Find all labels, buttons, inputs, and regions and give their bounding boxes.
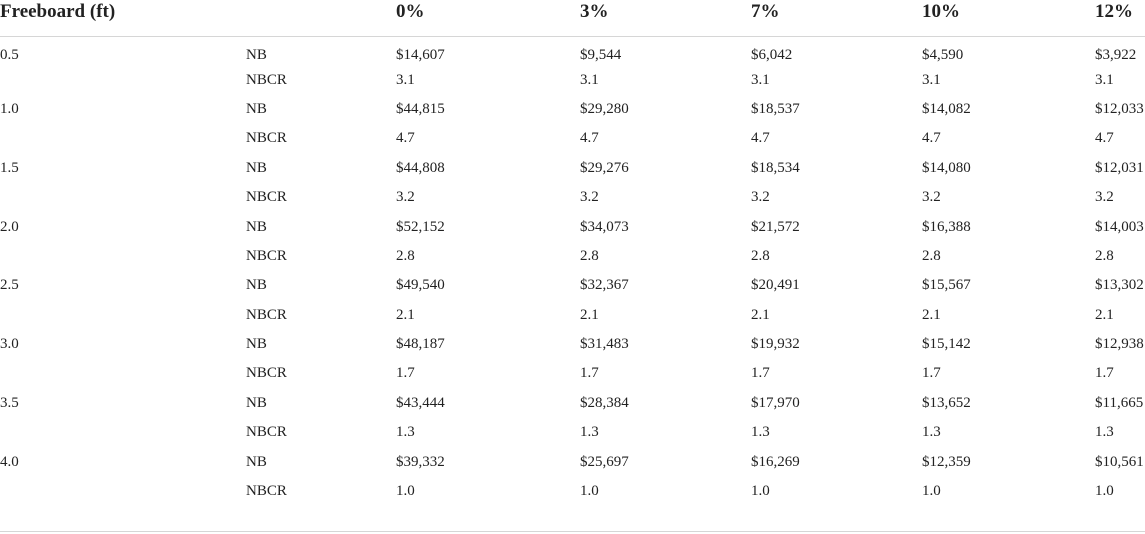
cell-rate-12: 2.8 [1095,247,1114,264]
cell-metric: NBCR [246,483,287,500]
cell-rate-7: 2.1 [751,306,770,323]
cell-freeboard: 2.5 [0,277,19,294]
cell-rate-10: $12,359 [922,453,971,470]
cell-metric: NBCR [246,365,287,382]
cell-rate-12: 4.7 [1095,130,1114,147]
cell-rate-10: 3.2 [922,189,941,206]
header-rate-12: 12% [1095,0,1145,36]
cell-rate-10: 2.8 [922,247,941,264]
header-row [0,0,1145,36]
cell-rate-7: $16,269 [751,453,800,470]
cell-rate-3: $29,276 [580,159,629,176]
cell-rate-12: $3,922 [1095,47,1137,64]
header-rate-0: 0% [396,0,580,36]
cell-rate-0: $39,332 [396,453,445,470]
cell-rate-12: 1.7 [1095,365,1114,382]
cell-rate-0: $44,815 [396,100,445,117]
table-row [0,447,1145,476]
table-row [0,477,1145,506]
cell-rate-7: 1.3 [751,424,770,441]
cell-metric: NB [246,159,267,176]
cell-rate-10: 4.7 [922,130,941,147]
cell-rate-0: 3.2 [396,189,415,206]
cell-rate-10: $16,388 [922,218,971,235]
cell-freeboard: 3.0 [0,336,19,353]
cell-rate-12: $14,003 [1095,218,1144,235]
table-body [0,36,1145,506]
cell-rate-7: 1.7 [751,365,770,382]
cell-freeboard: 0.5 [0,47,19,64]
cell-rate-7: $18,537 [751,100,800,117]
cell-metric: NBCR [246,71,287,88]
cell-rate-10: $4,590 [922,47,964,64]
cell-rate-7: $17,970 [751,394,800,411]
table-row [0,36,1145,65]
cell-rate-10: $15,567 [922,277,971,294]
table-row [0,418,1145,447]
cell-rate-3: 2.1 [580,306,599,323]
cell-freeboard [0,359,246,388]
header-rate-10: 10% [922,0,1095,36]
cell-rate-12: 1.0 [1095,483,1114,500]
cell-rate-0: 2.1 [396,306,415,323]
cell-rate-3: $29,280 [580,100,629,117]
table-row [0,271,1145,300]
cell-rate-10: 1.0 [922,483,941,500]
cell-rate-3: 2.8 [580,247,599,264]
cell-rate-7: 1.0 [751,483,770,500]
table-row [0,301,1145,330]
cell-rate-3: 1.7 [580,365,599,382]
cell-freeboard: 4.0 [0,453,19,470]
cell-rate-7: $21,572 [751,218,800,235]
cell-rate-7: $6,042 [751,47,793,64]
cell-rate-3: 3.1 [580,71,599,88]
cell-rate-0: $14,607 [396,47,445,64]
cell-freeboard [0,477,246,506]
cell-metric: NB [246,218,267,235]
cell-rate-12: $11,665 [1095,394,1144,411]
cell-rate-3: 1.0 [580,483,599,500]
cell-rate-0: 3.1 [396,71,415,88]
cell-freeboard [0,124,246,153]
cell-freeboard [0,242,246,271]
cell-rate-12: $10,561 [1095,453,1144,470]
cell-rate-12: $12,031 [1095,159,1144,176]
cell-rate-3: 3.2 [580,189,599,206]
cell-rate-0: $49,540 [396,277,445,294]
table-row [0,124,1145,153]
cell-rate-10: 1.7 [922,365,941,382]
cell-rate-7: $20,491 [751,277,800,294]
table-row [0,242,1145,271]
cell-rate-3: 1.3 [580,424,599,441]
cell-freeboard: 3.5 [0,394,19,411]
cell-metric: NBCR [246,424,287,441]
cell-rate-12: $12,033 [1095,100,1144,117]
cell-rate-0: $52,152 [396,218,445,235]
cell-rate-10: $14,082 [922,100,971,117]
cell-rate-10: $15,142 [922,336,971,353]
cell-metric: NB [246,100,267,117]
cell-rate-7: 2.8 [751,247,770,264]
cell-rate-7: $18,534 [751,159,800,176]
cell-rate-3: $31,483 [580,336,629,353]
header-metric [246,0,396,36]
cell-metric: NBCR [246,189,287,206]
cell-rate-7: $19,932 [751,336,800,353]
cell-rate-0: 4.7 [396,130,415,147]
cell-rate-0: $43,444 [396,394,445,411]
cell-freeboard [0,418,246,447]
cell-rate-12: 3.2 [1095,189,1114,206]
cell-metric: NB [246,453,267,470]
cell-rate-7: 3.1 [751,71,770,88]
cell-rate-10: 3.1 [922,71,941,88]
cell-rate-0: 1.3 [396,424,415,441]
cell-rate-7: 4.7 [751,130,770,147]
cell-metric: NB [246,47,267,64]
cell-metric: NB [246,336,267,353]
cell-rate-3: 4.7 [580,130,599,147]
cell-rate-0: 1.7 [396,365,415,382]
cell-rate-3: $25,697 [580,453,629,470]
cell-rate-12: $12,938 [1095,336,1144,353]
cell-rate-12: 3.1 [1095,71,1114,88]
cell-rate-12: 2.1 [1095,306,1114,323]
cell-freeboard [0,65,246,94]
cell-rate-12: 1.3 [1095,424,1114,441]
cell-freeboard [0,301,246,330]
table-row [0,183,1145,212]
cell-rate-3: $32,367 [580,277,629,294]
table-row [0,95,1145,124]
cell-freeboard: 1.5 [0,159,19,176]
table-row [0,65,1145,94]
cell-rate-12: $13,302 [1095,277,1144,294]
cell-rate-0: 1.0 [396,483,415,500]
cell-rate-10: $13,652 [922,394,971,411]
header-freeboard: Freeboard (ft) [0,0,246,36]
cell-rate-3: $34,073 [580,218,629,235]
table-row [0,154,1145,183]
header-rate-3: 3% [580,0,751,36]
header-rate-7: 7% [751,0,922,36]
cell-rate-0: $44,808 [396,159,445,176]
cell-rate-3: $28,384 [580,394,629,411]
cell-rate-10: 2.1 [922,306,941,323]
table-row [0,389,1145,418]
cell-freeboard: 1.0 [0,100,19,117]
cell-rate-7: 3.2 [751,189,770,206]
table-row [0,212,1145,241]
cell-rate-0: 2.8 [396,247,415,264]
table-row [0,330,1145,359]
cell-rate-10: 1.3 [922,424,941,441]
cell-metric: NB [246,277,267,294]
table-bottom-rule [0,531,1145,532]
table-row [0,359,1145,388]
cell-freeboard [0,183,246,212]
cell-metric: NBCR [246,306,287,323]
table-header [0,0,1145,36]
cell-metric: NBCR [246,247,287,264]
cell-metric: NB [246,394,267,411]
cell-rate-0: $48,187 [396,336,445,353]
cell-rate-10: $14,080 [922,159,971,176]
cell-rate-3: $9,544 [580,47,622,64]
cell-freeboard: 2.0 [0,218,19,235]
cell-metric: NBCR [246,130,287,147]
